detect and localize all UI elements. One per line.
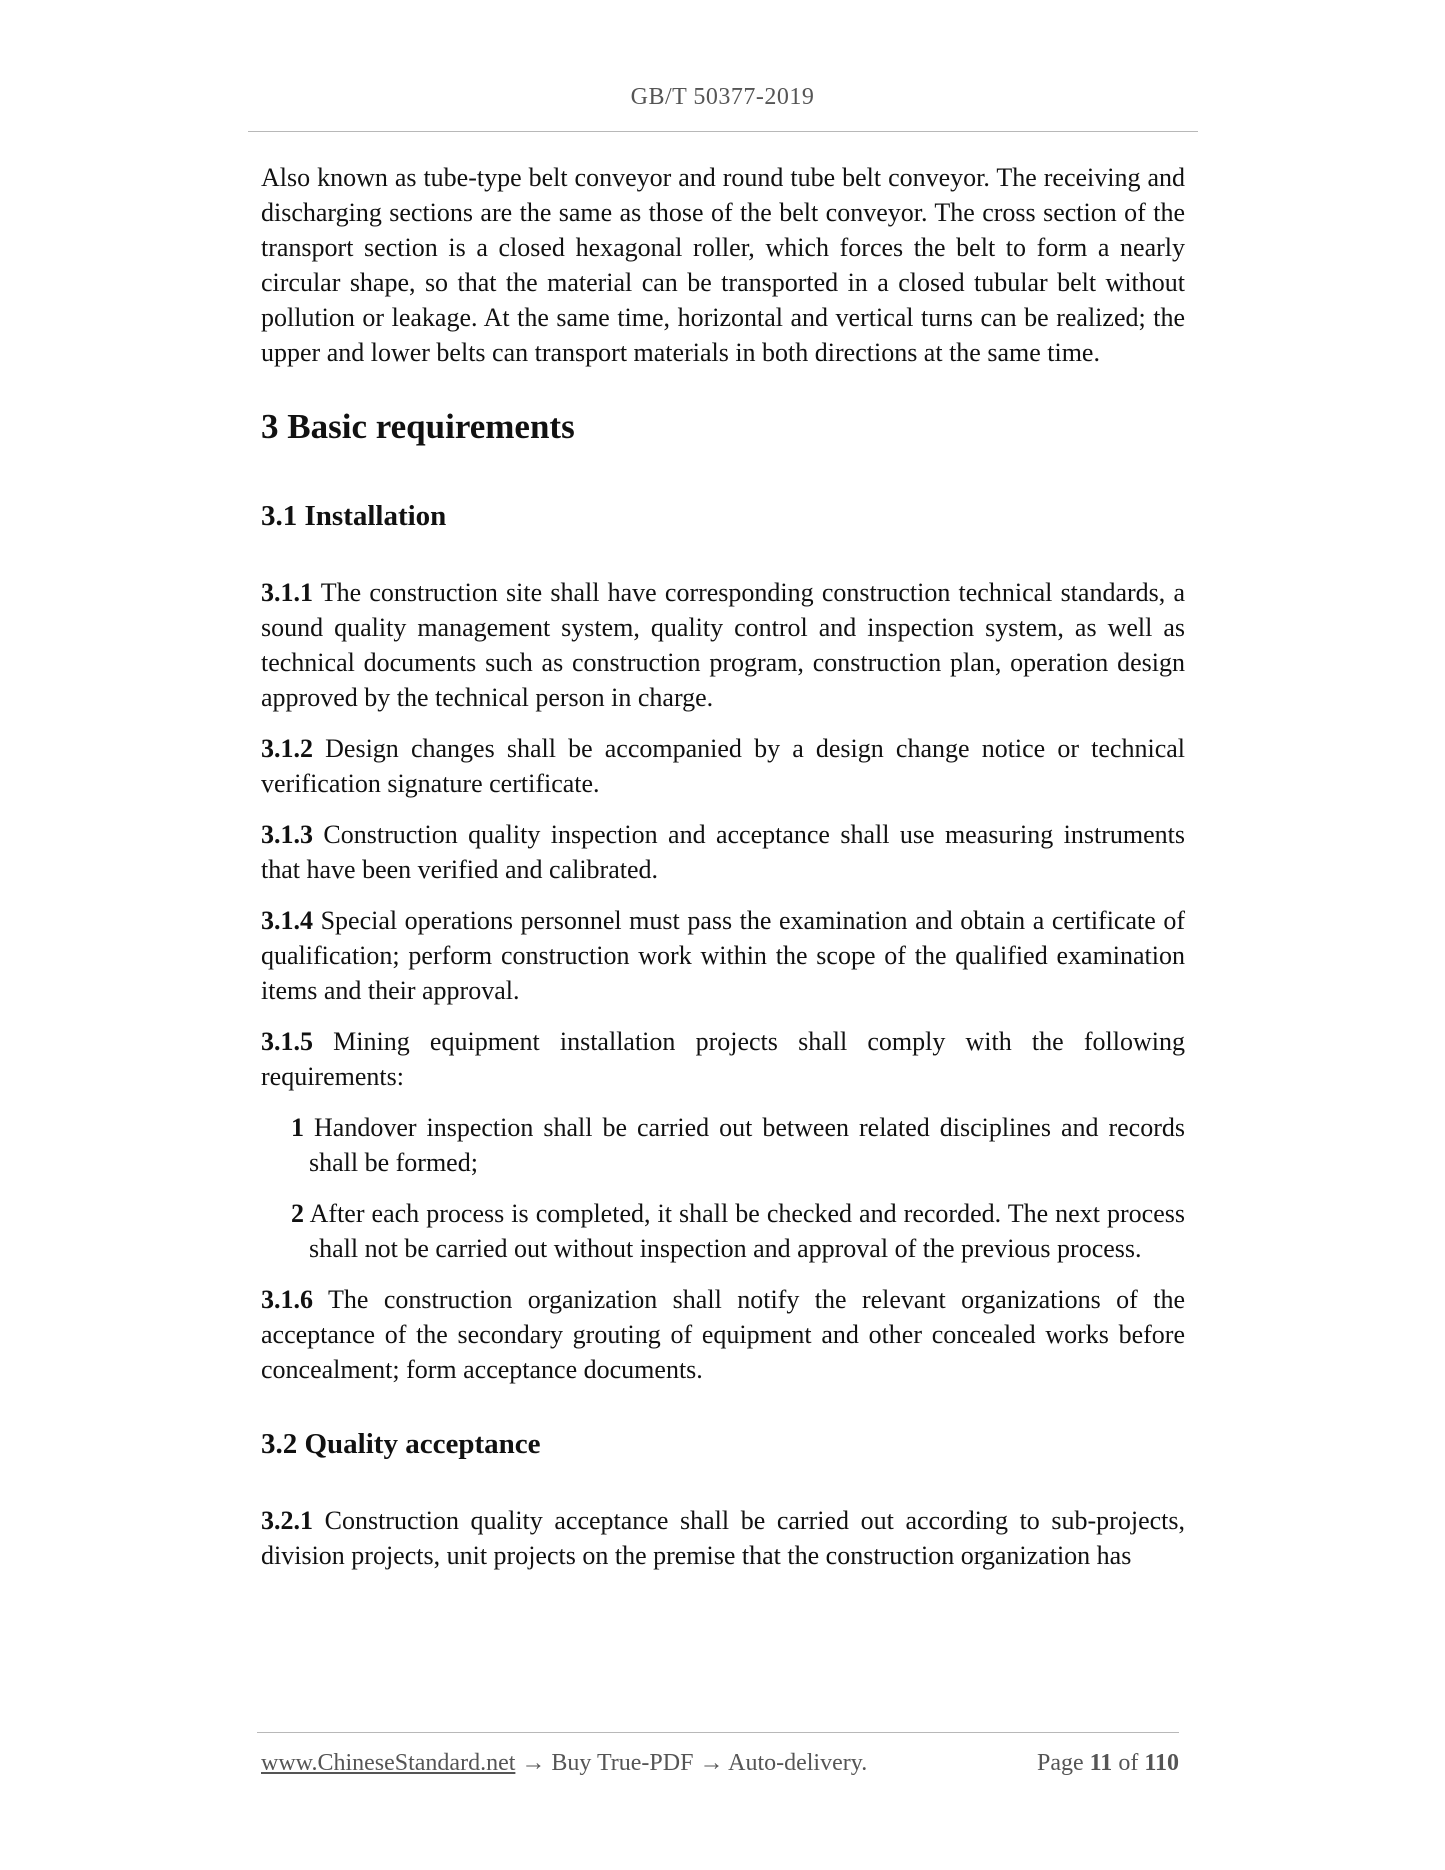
list-text: Handover inspection shall be carried out between related disciplines and records shall be formed; bbox=[304, 1113, 1185, 1177]
list-item-1 bbox=[261, 1110, 1185, 1180]
page-footer bbox=[261, 1750, 1179, 1777]
section-heading-3: 3 Basic requirements bbox=[261, 407, 575, 446]
clause-text: Special operations personnel must pass the examination and obtain a certificate of qualification; perform construction work within the scope of the qualified examination items and their approval. bbox=[261, 906, 1185, 1005]
clause-3-1-2 bbox=[261, 731, 1185, 801]
list-item-2 bbox=[261, 1196, 1185, 1266]
clause-text: The construction organization shall notify the relevant organizations of the acceptance of the secondary grouting of equipment and other concealed works before concealment; form acceptance documents. bbox=[261, 1285, 1185, 1384]
clause-3-1-6 bbox=[261, 1282, 1185, 1387]
clause-text: The construction site shall have corresponding construction technical standards, a sound quality management system, quality control and inspection system, as well as technical documents such as construction program, construction plan, operation design approved by the technical person in charge. bbox=[261, 578, 1185, 712]
clause-3-2-1 bbox=[261, 1503, 1185, 1573]
page-total: 110 bbox=[1144, 1750, 1179, 1776]
clause-number: 3.1.1 bbox=[261, 578, 313, 607]
clause-3-1-5 bbox=[261, 1024, 1185, 1094]
clause-number: 3.1.3 bbox=[261, 820, 313, 849]
clause-text: Construction quality inspection and acceptance shall use measuring instruments that have been verified and calibrated. bbox=[261, 820, 1185, 884]
list-number: 2 bbox=[291, 1199, 304, 1228]
footer-divider bbox=[257, 1732, 1179, 1733]
page-indicator bbox=[1037, 1750, 1179, 1777]
subsection-heading-3-2: 3.2 Quality acceptance bbox=[261, 1428, 541, 1460]
clause-number: 3.1.2 bbox=[261, 734, 313, 763]
list-text: After each process is completed, it shall be checked and recorded. The next process shall not be carried out without inspection and approval of the previous process. bbox=[304, 1199, 1185, 1263]
clause-number: 3.2.1 bbox=[261, 1506, 313, 1535]
header-title: GB/T 50377-2019 bbox=[630, 84, 815, 110]
clause-text: Construction quality acceptance shall be carried out according to sub-projects, division projects, unit projects on the premise that the construction organization has bbox=[261, 1506, 1185, 1570]
list-number: 1 bbox=[291, 1113, 304, 1142]
clause-3-1-1 bbox=[261, 575, 1185, 715]
page-label: Page bbox=[1036, 1750, 1084, 1776]
clause-3-1-4 bbox=[261, 903, 1185, 1008]
clause-text: Mining equipment installation projects shall comply with the following requirements: bbox=[261, 1027, 1185, 1091]
footer-promo bbox=[261, 1750, 867, 1777]
of-label: of bbox=[1118, 1750, 1139, 1776]
page-content bbox=[261, 160, 1185, 1573]
subsection-heading-3-1: 3.1 Installation bbox=[261, 500, 447, 532]
page-number: 11 bbox=[1089, 1750, 1113, 1776]
footer-promo-text: → Buy True-PDF → Auto-delivery. bbox=[515, 1750, 868, 1776]
header-divider bbox=[248, 131, 1198, 132]
clause-number: 3.1.4 bbox=[261, 906, 313, 935]
chinese-standard-link[interactable]: www.ChineseStandard.net bbox=[261, 1750, 516, 1776]
clause-number: 3.1.6 bbox=[261, 1285, 313, 1314]
intro-paragraph: Also known as tube-type belt conveyor and round tube belt conveyor. The receiving and discharging sections are the same as those of the belt conveyor. The cross section of the transport section is a closed hexagonal roller, which forces the belt to form a nearly circular shape, so that the material can be transported in a closed tubular belt without pollution or leakage. At the same time, horizontal and vertical turns can be realized; the upper and lower belts can transport materials in both directions at the same time. bbox=[261, 163, 1185, 367]
clause-3-1-3 bbox=[261, 817, 1185, 887]
clause-text: Design changes shall be accompanied by a design change notice or technical verification signature certificate. bbox=[261, 734, 1185, 798]
clause-number: 3.1.5 bbox=[261, 1027, 313, 1056]
